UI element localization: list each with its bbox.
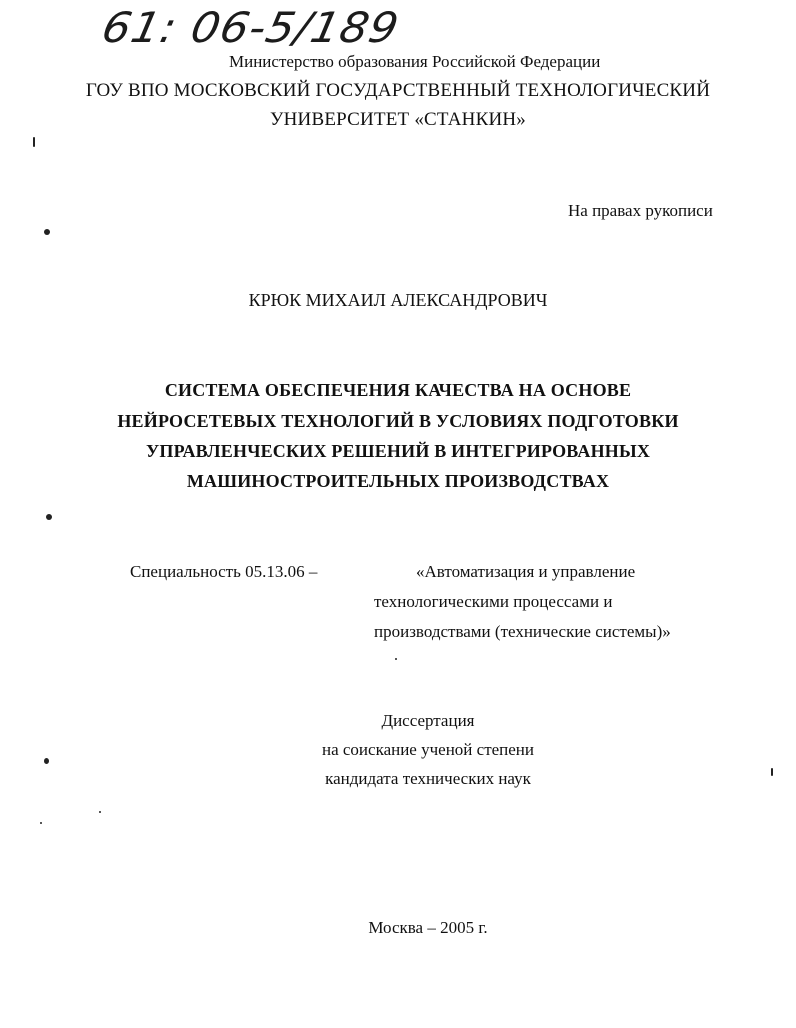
scan-speck — [771, 768, 773, 776]
title-line-3: УПРАВЛЕНЧЕСКИХ РЕШЕНИЙ В ИНТЕГРИРОВАННЫХ — [145, 441, 651, 461]
ministry-line: Министерство образования Российской Федерации — [229, 52, 601, 71]
manuscript-note: На правах рукописи — [568, 201, 713, 220]
specialty-line-2: технологическими процессами и — [374, 592, 613, 611]
scan-speck — [44, 229, 50, 235]
scan-speck — [33, 137, 35, 147]
scan-speck — [40, 822, 42, 824]
university-line-2: УНИВЕРСИТЕТ «СТАНКИН» — [269, 109, 527, 130]
handwritten-catalog-code: 61: 06-5/189 — [97, 4, 404, 53]
specialty-line-1: «Автоматизация и управление — [416, 562, 636, 581]
specialty-label: Специальность 05.13.06 – — [130, 562, 318, 581]
title-line-4: МАШИНОСТРОИТЕЛЬНЫХ ПРОИЗВОДСТВАХ — [186, 471, 610, 491]
degree-line-2: на соискание ученой степени — [321, 740, 535, 759]
specialty-line-3: производствами (технические системы)» — [374, 622, 671, 641]
title-line-1: СИСТЕМА ОБЕСПЕЧЕНИЯ КАЧЕСТВА НА ОСНОВЕ — [164, 380, 632, 400]
scan-speck — [99, 811, 101, 813]
university-line-1: ГОУ ВПО МОСКОВСКИЙ ГОСУДАРСТВЕННЫЙ ТЕХНОЛОГИЧЕСКИЙ — [85, 80, 711, 101]
title-line-2: НЕЙРОСЕТЕВЫХ ТЕХНОЛОГИЙ В УСЛОВИЯХ ПОДГОТОВКИ — [117, 411, 679, 431]
author-name: КРЮК МИХАИЛ АЛЕКСАНДРОВИЧ — [248, 290, 548, 310]
scan-speck — [44, 758, 49, 764]
degree-line-3: кандидата технических наук — [325, 769, 531, 788]
degree-line-1: Диссертация — [381, 711, 475, 730]
scan-speck — [395, 658, 397, 660]
scan-speck — [46, 514, 52, 520]
place-year: Москва – 2005 г. — [368, 918, 488, 937]
